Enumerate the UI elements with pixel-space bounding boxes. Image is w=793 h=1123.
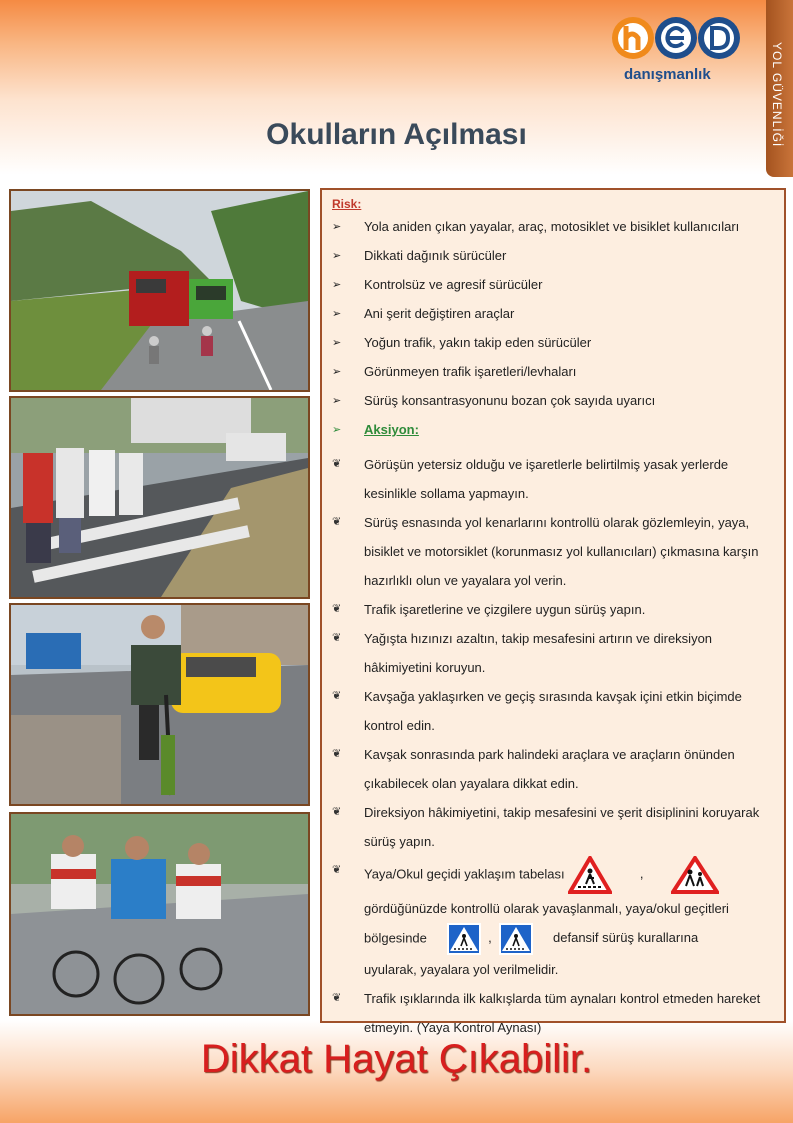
bullet-icon: ❦ [332, 690, 342, 702]
risk-item: ➢ Sürüş konsantrasyonunu bozan çok sayıda uyarıcı [332, 393, 656, 408]
school-crossing-sign-icon [671, 856, 719, 894]
risk-item: ➢ Ani şerit değiştiren araçlar [332, 306, 515, 321]
risk-item: ➢ Dikkati dağınık sürücüler [332, 248, 507, 263]
pedestrian-warning-sign-icon [568, 856, 612, 894]
photo-cyclists [9, 812, 310, 1016]
bullet-icon: ❦ [332, 516, 342, 528]
bullet-icon: ❦ [332, 748, 342, 760]
risk-item: ➢ Yoğun trafik, yakın takip eden sürücüler [332, 335, 592, 350]
arrow-bullet-icon: ➢ [332, 279, 342, 291]
action-item: ❦ Kavşak sonrasında park halindeki araçlara ve araçların önünden çıkabilecek olan yayalara dikkat edin. [332, 740, 778, 798]
risk-item: ➢ Görünmeyen trafik işaretleri/levhaları [332, 364, 577, 379]
bullet-icon: ❦ [332, 806, 342, 818]
photo-scooter-taxi [9, 603, 310, 806]
brand-name: danışmanlık [624, 66, 711, 83]
page-title: Okulların Açılması [266, 118, 527, 151]
action-item: ❦ Kavşağa yaklaşırken ve geçiş sırasında kavşak içini etkin biçimde kontrol edin. [332, 682, 778, 740]
action-item: ❦ Sürüş esnasında yol kenarlarını kontrollü olarak gözlemleyin, yaya, bisiklet ve motorsiklet (korunmasız yol kullanıcıları) çıkmasına karşın hazırlıklı olun ve yayalara yol verin. [332, 508, 778, 595]
action-item: ❦ Direksiyon hâkimiyetini, takip mesafesini ve şerit disiplinini koruyarak sürüş yapın. [332, 798, 778, 856]
risk-item: ➢ Kontrolsüz ve agresif sürücüler [332, 277, 543, 292]
risk-heading: Risk: [332, 197, 362, 211]
arrow-bullet-icon: ➢ [332, 395, 342, 407]
pedestrian-crossing-sign-icon [447, 923, 481, 955]
arrow-bullet-icon: ➢ [332, 308, 342, 320]
action-item: ❦ Yağışta hızınızı azaltın, takip mesafesini artırın ve direksiyon hâkimiyetini koruyun. [332, 624, 778, 682]
bullet-icon: ❦ [332, 992, 342, 1004]
arrow-bullet-icon: ➢ [332, 250, 342, 262]
arrow-bullet-icon: ➢ [332, 337, 342, 349]
photo-road-truck-bus [9, 189, 310, 392]
info-panel [320, 188, 786, 1035]
action-item-signs: ❦ Yaya/Okul geçidi yaklaşım tabelası , gördüğünüzde kontrollü olarak yavaşlanmalı, yaya/okul geçitleri bölgesinde , defansif sürüş kurallarına uyularak, yayalara yol verilmelidir. [332, 856, 778, 984]
arrow-bullet-icon: ➢ [332, 366, 342, 378]
side-tab-label: YOL GÜVENLİĞİ [770, 42, 784, 148]
footer-slogan: Dikkat Hayat Çıkabilir. [200, 1037, 593, 1081]
bullet-icon: ❦ [332, 603, 342, 615]
bullet-icon: ❦ [332, 864, 342, 876]
photo-children-crossing [9, 396, 310, 599]
action-item: ❦ Trafik ışıklarında ilk kalkışlarda tüm aynaları kontrol etmeden hareket etmeyin. (Yaya Kontrol Aynası) [332, 984, 778, 1042]
bullet-icon: ❦ [332, 632, 342, 644]
bullet-icon: ❦ [332, 458, 342, 470]
arrow-bullet-icon: ➢ [332, 221, 342, 233]
action-item: ❦ Görüşün yetersiz olduğu ve işaretlerle belirtilmiş yasak yerlerde kesinlikle sollama yapmayın. [332, 450, 778, 508]
action-heading: ➢ Aksiyon: [332, 422, 778, 450]
risk-item: ➢ Yola aniden çıkan yayalar, araç, motosiklet ve bisiklet kullanıcıları [332, 219, 740, 234]
pedestrian-crossing-sign-icon [499, 923, 533, 955]
action-item: ❦ Trafik işaretlerine ve çizgilere uygun sürüş yapın. [332, 595, 778, 624]
arrow-bullet-icon: ➢ [332, 424, 342, 436]
